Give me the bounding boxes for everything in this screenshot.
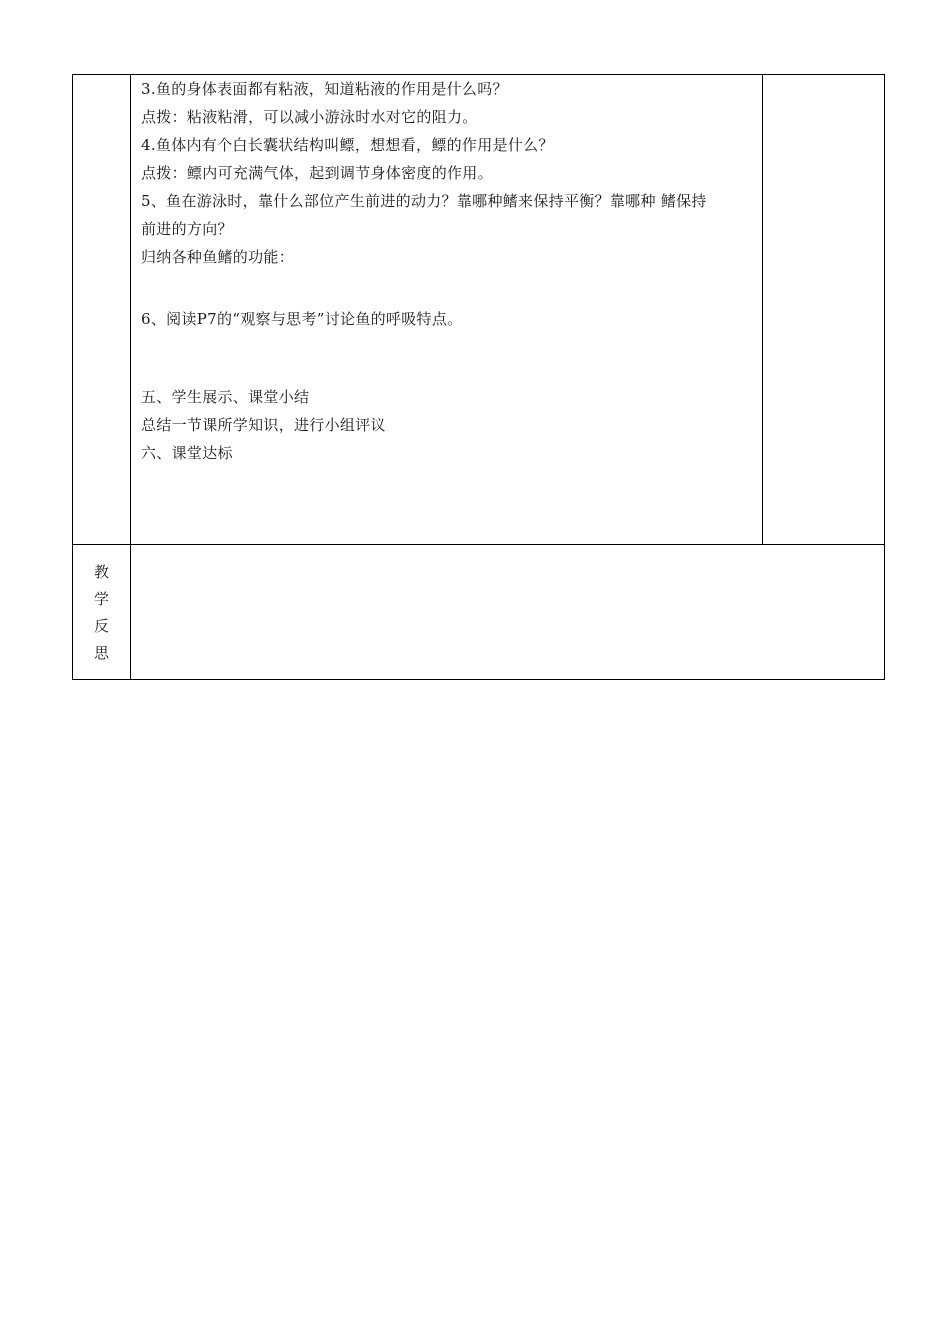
reflection-char-4: 思 xyxy=(93,644,109,662)
lesson-content-cell xyxy=(139,75,765,467)
left-column-divider xyxy=(130,75,131,679)
question-4: 4.鱼体内有个白长囊状结构叫鳔，想想看，鳔的作用是什么？ xyxy=(141,136,554,154)
question-3-hint: 点拨：粘液粘滑，可以减小游泳时水对它的阻力。 xyxy=(141,108,478,126)
question-4-hint: 点拨：鳔内可充满气体，起到调节身体密度的作用。 xyxy=(141,164,493,182)
question-5-line-2: 前进的方向？ xyxy=(141,220,233,238)
question-6: 6、阅读P7的“观察与思考”讨论鱼的呼吸特点。 xyxy=(141,310,463,328)
reflection-char-2: 学 xyxy=(93,590,109,608)
row-divider xyxy=(73,544,884,545)
reflection-char-3: 反 xyxy=(93,617,109,635)
reflection-char-1: 教 xyxy=(93,563,109,581)
section-5-title: 五、学生展示、课堂小结 xyxy=(141,388,310,406)
section-5-text: 总结一节课所学知识，进行小组评议 xyxy=(141,416,386,434)
lesson-plan-table xyxy=(72,74,885,680)
question-3: 3.鱼的身体表面都有粘液，知道粘液的作用是什么吗？ xyxy=(141,80,508,98)
question-5-line-1: 5、鱼在游泳时，靠什么部位产生前进的动力？靠哪种鳍来保持平衡？靠哪种 鳍保持 xyxy=(141,192,707,210)
teaching-reflection-label xyxy=(73,545,130,681)
section-6-title: 六、课堂达标 xyxy=(141,444,233,462)
fin-summary-prompt: 归纳各种鱼鳍的功能： xyxy=(141,248,295,266)
